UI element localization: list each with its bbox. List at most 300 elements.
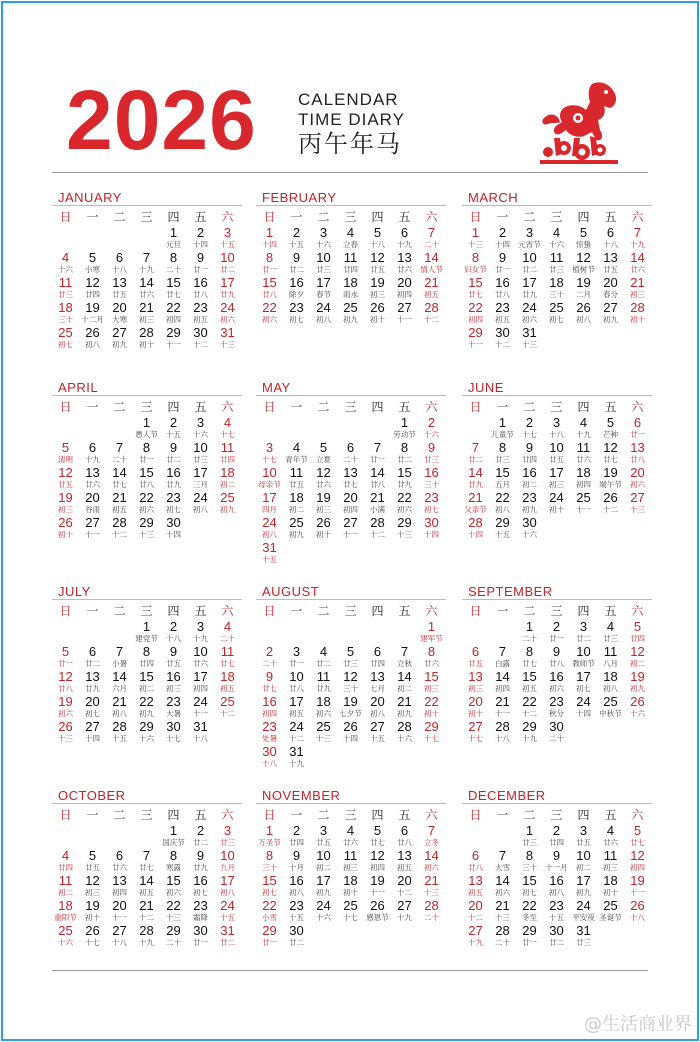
weekday-label: 三 xyxy=(344,807,357,822)
day-number: 28 xyxy=(397,720,412,734)
weekday-label: 日 xyxy=(263,807,276,822)
day-cell xyxy=(133,251,160,276)
lunar-date: 廿七 xyxy=(343,480,358,489)
lunar-date: 初四 xyxy=(112,888,127,897)
lunar-date: 廿六 xyxy=(139,290,154,299)
subtitle-time-diary: TIME DIARY xyxy=(298,110,405,129)
day-cell xyxy=(570,226,597,251)
lunar-date: 建党节 xyxy=(135,634,158,643)
day-cell xyxy=(310,516,337,541)
day-number: 14 xyxy=(112,466,127,480)
day-cell xyxy=(364,824,391,849)
lunar-date: 初四 xyxy=(193,684,208,693)
day-number: 18 xyxy=(343,276,358,290)
day-cell xyxy=(256,874,283,899)
lunar-date: 初八 xyxy=(289,888,304,897)
weekday-label: 日 xyxy=(263,209,276,224)
day-cell xyxy=(516,491,543,516)
day-cell xyxy=(256,645,283,670)
day-cell xyxy=(283,466,310,491)
day-number: 15 xyxy=(139,466,154,480)
day-number: 26 xyxy=(58,720,73,734)
lunar-date: 小雪 xyxy=(262,913,277,922)
day-cell xyxy=(597,899,624,924)
day-number: 20 xyxy=(85,491,100,505)
lunar-date: 寒露 xyxy=(166,863,181,872)
weekday-label: 日 xyxy=(59,399,72,414)
day-cell xyxy=(543,670,570,695)
weekday-label: 日 xyxy=(469,603,482,618)
lunar-date: 廿七 xyxy=(370,838,385,847)
day-cell xyxy=(133,276,160,301)
lunar-date: 初三 xyxy=(603,863,618,872)
weekday-label: 四 xyxy=(577,603,590,618)
lunar-date: 十五 xyxy=(112,734,127,743)
lunar-date: 儿童节 xyxy=(491,430,514,439)
day-cell xyxy=(462,720,489,745)
day-cell xyxy=(543,251,570,276)
lunar-date: 廿一 xyxy=(58,659,73,668)
month-june xyxy=(462,380,652,541)
day-number: 18 xyxy=(603,874,618,888)
day-cell xyxy=(462,441,489,466)
lunar-date: 初九 xyxy=(289,530,304,539)
day-cell xyxy=(310,695,337,720)
day-cell xyxy=(187,849,214,874)
lunar-date: 廿二 xyxy=(522,265,537,274)
day-number: 6 xyxy=(471,645,480,659)
lunar-date: 十一 xyxy=(630,888,645,897)
weekday-label: 一 xyxy=(496,399,509,414)
lunar-date: 二十 xyxy=(166,938,181,947)
day-cell xyxy=(106,491,133,516)
empty-cell xyxy=(79,620,106,645)
day-number: 19 xyxy=(370,276,385,290)
day-cell xyxy=(516,226,543,251)
lunar-date: 廿八 xyxy=(193,290,208,299)
day-cell xyxy=(543,226,570,251)
lunar-date: 四月 xyxy=(262,505,277,514)
weekday-label: 一 xyxy=(86,807,99,822)
calendar-header xyxy=(66,73,636,168)
lunar-date: 十三 xyxy=(166,913,181,922)
day-cell xyxy=(133,645,160,670)
day-cell xyxy=(160,924,187,949)
day-number: 13 xyxy=(370,670,385,684)
day-number: 5 xyxy=(88,251,97,265)
day-number: 28 xyxy=(495,720,510,734)
day-cell xyxy=(364,276,391,301)
day-cell xyxy=(364,695,391,720)
lunar-date: 愚人节 xyxy=(135,430,158,439)
day-cell xyxy=(543,824,570,849)
lunar-date: 廿三 xyxy=(316,265,331,274)
lunar-date: 廿三 xyxy=(58,290,73,299)
day-number: 6 xyxy=(633,416,642,430)
day-number: 28 xyxy=(139,924,154,938)
lunar-date: 十二 xyxy=(139,913,154,922)
day-number: 3 xyxy=(292,645,301,659)
day-cell xyxy=(79,441,106,466)
empty-cell xyxy=(133,824,160,849)
lunar-date: 初八 xyxy=(370,709,385,718)
day-cell xyxy=(597,466,624,491)
day-cell xyxy=(516,466,543,491)
empty-cell xyxy=(52,620,79,645)
day-cell xyxy=(364,874,391,899)
day-number: 9 xyxy=(265,670,274,684)
day-cell xyxy=(624,251,651,276)
day-cell xyxy=(106,441,133,466)
day-number: 3 xyxy=(265,441,274,455)
lunar-date: 十二 xyxy=(397,888,412,897)
day-number: 20 xyxy=(112,899,127,913)
day-cell xyxy=(516,620,543,645)
subtitle-calendar: CALENDAR xyxy=(298,90,399,109)
lunar-date: 初五 xyxy=(522,684,537,693)
weekday-label: 六 xyxy=(221,807,234,822)
day-cell xyxy=(187,924,214,949)
days-grid xyxy=(52,824,242,949)
day-number: 7 xyxy=(427,226,436,240)
day-cell xyxy=(133,695,160,720)
lunar-date: 大寒 xyxy=(112,315,127,324)
lunar-date: 廿四 xyxy=(370,659,385,668)
day-cell xyxy=(624,441,651,466)
day-number: 23 xyxy=(193,899,208,913)
lunar-date: 十一 xyxy=(85,530,100,539)
day-cell xyxy=(256,541,283,566)
lunar-date: 清明 xyxy=(58,455,73,464)
lunar-date: 二月 xyxy=(576,290,591,299)
day-number: 10 xyxy=(262,466,277,480)
top-divider xyxy=(52,172,648,173)
day-number: 3 xyxy=(579,824,588,838)
lunar-date: 廿六 xyxy=(603,838,618,847)
lunar-date: 初十 xyxy=(139,340,154,349)
day-number: 22 xyxy=(468,301,483,315)
lunar-date: 初九 xyxy=(522,505,537,514)
empty-cell xyxy=(256,620,283,645)
day-cell xyxy=(543,899,570,924)
weekday-label: 二 xyxy=(113,603,126,618)
day-cell xyxy=(283,645,310,670)
lunar-date: 初八 xyxy=(603,684,618,693)
day-number: 2 xyxy=(196,226,205,240)
day-number: 15 xyxy=(262,874,277,888)
day-number: 3 xyxy=(552,416,561,430)
lunar-date: 十五 xyxy=(495,530,510,539)
day-number: 10 xyxy=(220,251,235,265)
day-cell xyxy=(283,670,310,695)
lunar-date: 初八 xyxy=(316,315,331,324)
weekday-label: 二 xyxy=(317,399,330,414)
lunar-date: 十九 xyxy=(397,913,412,922)
day-number: 24 xyxy=(220,301,235,315)
day-cell xyxy=(543,645,570,670)
lunar-date: 廿二 xyxy=(166,455,181,464)
lunar-date: 十二 xyxy=(603,505,618,514)
subtitle-zodiac-year: 丙午年马 xyxy=(298,131,402,158)
lunar-date: 廿八 xyxy=(289,684,304,693)
day-number: 21 xyxy=(630,276,645,290)
day-number: 29 xyxy=(522,720,537,734)
day-number: 8 xyxy=(169,849,178,863)
day-cell xyxy=(597,251,624,276)
day-cell xyxy=(597,491,624,516)
weekday-label: 二 xyxy=(523,603,536,618)
day-cell xyxy=(160,824,187,849)
lunar-date: 十三 xyxy=(139,530,154,539)
day-cell xyxy=(462,276,489,301)
day-cell xyxy=(462,516,489,541)
day-cell xyxy=(364,645,391,670)
empty-cell xyxy=(106,416,133,441)
day-number: 6 xyxy=(400,226,409,240)
month-name: APRIL xyxy=(52,380,242,396)
lunar-date: 初二 xyxy=(289,505,304,514)
day-cell xyxy=(543,416,570,441)
lunar-date: 建军节 xyxy=(420,634,443,643)
day-cell xyxy=(214,466,241,491)
lunar-date: 廿四 xyxy=(220,455,235,464)
day-cell xyxy=(133,326,160,351)
day-number: 25 xyxy=(289,516,304,530)
weekday-header xyxy=(462,206,652,226)
lunar-date: 春分 xyxy=(603,290,618,299)
day-cell xyxy=(462,301,489,326)
weekday-label: 二 xyxy=(523,399,536,414)
empty-cell xyxy=(283,620,310,645)
lunar-date: 立夏 xyxy=(316,455,331,464)
day-number: 18 xyxy=(58,899,73,913)
day-number: 12 xyxy=(576,251,591,265)
day-cell xyxy=(187,695,214,720)
day-cell xyxy=(79,466,106,491)
day-number: 31 xyxy=(193,720,208,734)
day-cell xyxy=(337,491,364,516)
day-number: 25 xyxy=(58,326,73,340)
day-number: 12 xyxy=(370,849,385,863)
day-number: 22 xyxy=(522,695,537,709)
weekday-label: 六 xyxy=(425,603,438,618)
day-number: 21 xyxy=(495,695,510,709)
lunar-date: 廿七 xyxy=(139,863,154,872)
day-number: 23 xyxy=(289,899,304,913)
day-number: 10 xyxy=(220,849,235,863)
day-number: 5 xyxy=(606,416,615,430)
lunar-date: 父亲节 xyxy=(464,505,487,514)
day-cell xyxy=(337,824,364,849)
lunar-date: 十一 xyxy=(495,709,510,718)
lunar-date: 圣诞节 xyxy=(599,913,622,922)
lunar-date: 初八 xyxy=(112,709,127,718)
day-number: 25 xyxy=(343,301,358,315)
day-number: 18 xyxy=(289,491,304,505)
day-cell xyxy=(214,226,241,251)
lunar-date: 初四 xyxy=(576,480,591,489)
lunar-date: 初二 xyxy=(139,684,154,693)
lunar-date: 十二 xyxy=(289,734,304,743)
lunar-date: 廿七 xyxy=(522,659,537,668)
empty-cell xyxy=(462,824,489,849)
day-cell xyxy=(52,720,79,745)
lunar-date: 十二 xyxy=(468,913,483,922)
day-cell xyxy=(489,720,516,745)
day-cell xyxy=(79,695,106,720)
empty-cell xyxy=(337,416,364,441)
day-number: 18 xyxy=(58,301,73,315)
lunar-date: 廿二 xyxy=(289,938,304,947)
weekday-label: 三 xyxy=(140,807,153,822)
day-number: 8 xyxy=(142,645,151,659)
lunar-date: 廿四 xyxy=(343,265,358,274)
day-number: 5 xyxy=(319,441,328,455)
day-number: 4 xyxy=(223,620,232,634)
day-number: 14 xyxy=(495,874,510,888)
day-number: 7 xyxy=(115,645,124,659)
day-number: 1 xyxy=(427,620,436,634)
day-number: 4 xyxy=(606,824,615,838)
day-cell xyxy=(214,491,241,516)
day-cell xyxy=(570,441,597,466)
lunar-date: 廿五 xyxy=(85,863,100,872)
lunar-date: 十三 xyxy=(220,340,235,349)
day-number: 12 xyxy=(85,276,100,290)
lunar-date: 小寒 xyxy=(85,265,100,274)
month-september xyxy=(462,584,652,745)
lunar-date: 廿三 xyxy=(576,938,591,947)
lunar-date: 十八 xyxy=(630,913,645,922)
weekday-label: 三 xyxy=(140,603,153,618)
day-cell xyxy=(391,516,418,541)
weekday-label: 二 xyxy=(523,209,536,224)
day-cell xyxy=(489,441,516,466)
day-cell xyxy=(79,849,106,874)
lunar-date: 青年节 xyxy=(285,455,308,464)
day-number: 2 xyxy=(552,620,561,634)
day-cell xyxy=(256,899,283,924)
lunar-date: 十八 xyxy=(495,734,510,743)
lunar-date: 廿八 xyxy=(262,290,277,299)
lunar-date: 初三 xyxy=(343,863,358,872)
day-number: 7 xyxy=(115,441,124,455)
day-cell xyxy=(418,874,445,899)
lunar-date: 十九 xyxy=(576,430,591,439)
day-number: 4 xyxy=(346,226,355,240)
day-cell xyxy=(624,620,651,645)
day-number: 9 xyxy=(498,251,507,265)
lunar-date: 初十 xyxy=(603,888,618,897)
day-number: 21 xyxy=(112,491,127,505)
lunar-date: 雨水 xyxy=(343,290,358,299)
day-number: 26 xyxy=(85,924,100,938)
day-number: 30 xyxy=(549,720,564,734)
day-cell xyxy=(418,670,445,695)
empty-cell xyxy=(310,416,337,441)
day-number: 4 xyxy=(346,824,355,838)
day-cell xyxy=(256,491,283,516)
lunar-date: 春节 xyxy=(316,290,331,299)
day-number: 20 xyxy=(85,695,100,709)
lunar-date: 二十 xyxy=(424,913,439,922)
lunar-date: 初二 xyxy=(316,863,331,872)
day-number: 14 xyxy=(139,874,154,888)
day-number: 19 xyxy=(630,874,645,888)
weekday-label: 一 xyxy=(496,603,509,618)
empty-cell xyxy=(52,824,79,849)
lunar-date: 初四 xyxy=(262,709,277,718)
days-grid xyxy=(256,620,446,770)
lunar-date: 十五 xyxy=(262,555,277,564)
lunar-date: 十二 xyxy=(112,530,127,539)
lunar-date: 廿一 xyxy=(193,265,208,274)
lunar-date: 十六 xyxy=(316,240,331,249)
lunar-date: 初七 xyxy=(424,505,439,514)
day-number: 21 xyxy=(397,695,412,709)
lunar-date: 劳动节 xyxy=(393,430,416,439)
lunar-date: 初三 xyxy=(468,684,483,693)
day-number: 8 xyxy=(169,251,178,265)
day-number: 11 xyxy=(220,441,235,455)
lunar-date: 三十 xyxy=(58,315,73,324)
weekday-label: 一 xyxy=(86,209,99,224)
day-number: 5 xyxy=(633,620,642,634)
day-number: 11 xyxy=(316,670,331,684)
day-number: 16 xyxy=(166,466,181,480)
day-number: 14 xyxy=(112,670,127,684)
day-number: 15 xyxy=(166,276,181,290)
day-cell xyxy=(516,824,543,849)
lunar-date: 廿七 xyxy=(603,455,618,464)
empty-cell xyxy=(106,620,133,645)
days-grid xyxy=(256,226,446,326)
weekday-label: 五 xyxy=(398,399,411,414)
day-number: 9 xyxy=(552,849,561,863)
lunar-date: 十一 xyxy=(112,913,127,922)
day-number: 4 xyxy=(606,620,615,634)
day-cell xyxy=(160,874,187,899)
lunar-date: 廿六 xyxy=(576,455,591,464)
lunar-date: 十一 xyxy=(576,505,591,514)
watermark-text: @生活商业界 xyxy=(584,1014,692,1035)
weekday-label: 四 xyxy=(167,209,180,224)
day-number: 20 xyxy=(603,276,618,290)
day-number: 10 xyxy=(316,251,331,265)
lunar-date: 十八 xyxy=(166,634,181,643)
day-cell xyxy=(283,276,310,301)
day-cell xyxy=(570,695,597,720)
day-cell xyxy=(391,670,418,695)
weekday-label: 三 xyxy=(550,807,563,822)
weekday-label: 日 xyxy=(263,399,276,414)
day-cell xyxy=(516,251,543,276)
day-cell xyxy=(52,849,79,874)
day-cell xyxy=(256,695,283,720)
day-cell xyxy=(543,849,570,874)
day-number: 12 xyxy=(316,466,331,480)
lunar-date: 二十 xyxy=(343,455,358,464)
lunar-date: 初七 xyxy=(85,709,100,718)
lunar-date: 初八 xyxy=(85,340,100,349)
day-number: 19 xyxy=(58,491,73,505)
weekday-label: 二 xyxy=(113,209,126,224)
day-number: 16 xyxy=(262,695,277,709)
day-cell xyxy=(160,695,187,720)
weekday-label: 三 xyxy=(140,399,153,414)
day-number: 24 xyxy=(193,695,208,709)
day-cell xyxy=(283,226,310,251)
